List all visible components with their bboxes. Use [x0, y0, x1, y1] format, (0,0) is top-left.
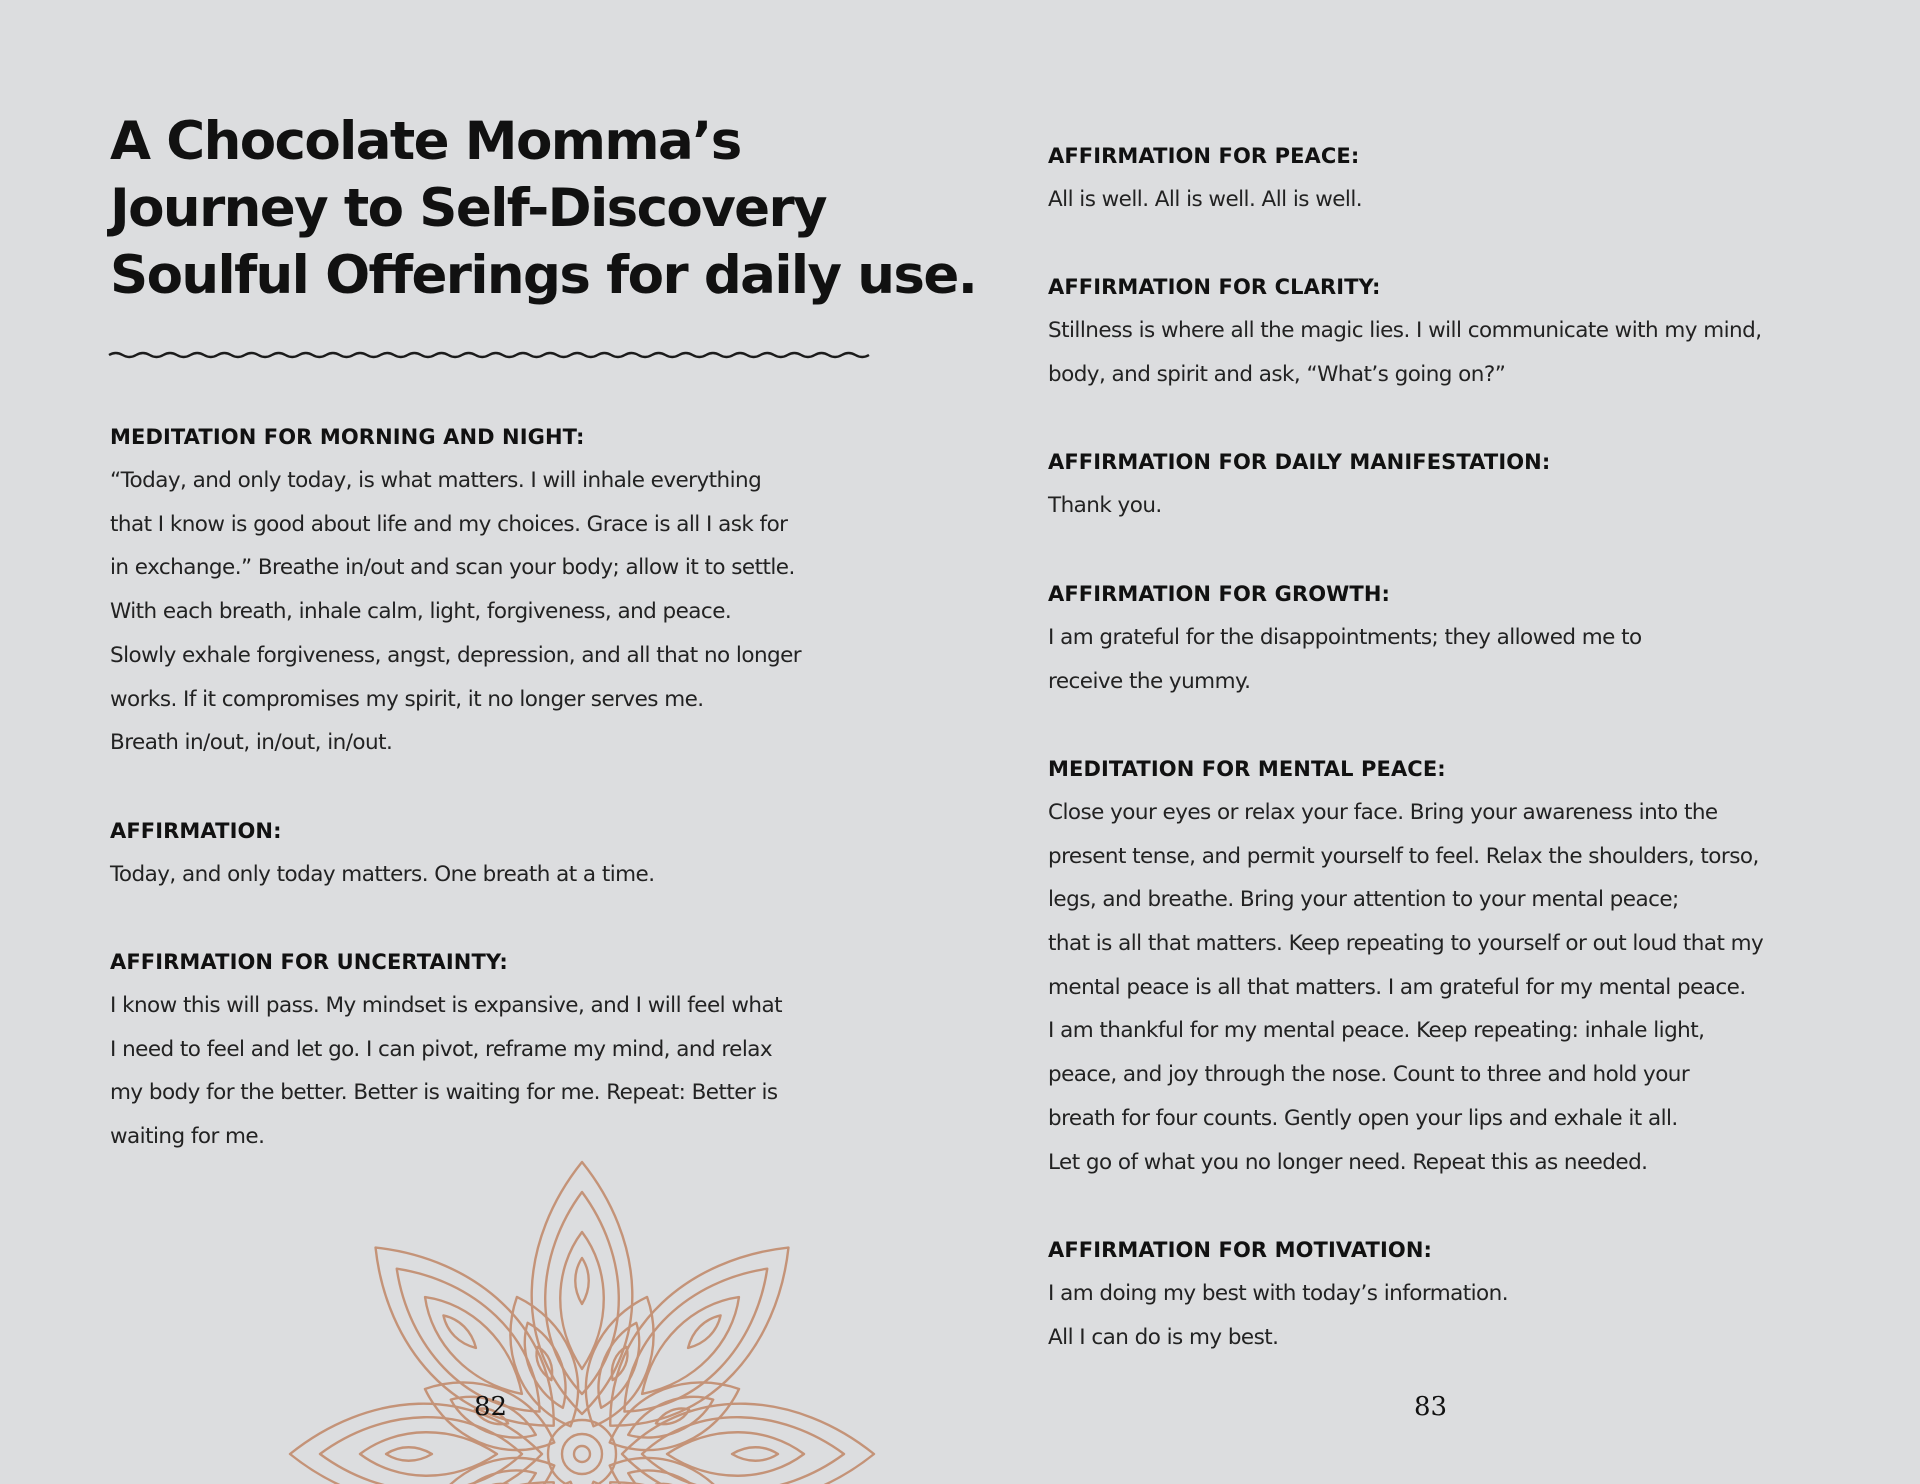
right-page	[1048, 134, 1828, 1359]
section-heading: AFFIRMATION FOR UNCERTAINTY:	[110, 950, 508, 974]
body-text-line: that is all that matters. Keep repeating to yourself or out loud that my	[1048, 931, 1764, 957]
body-text-line: legs, and breathe. Bring your attention to your mental peace;	[1048, 887, 1679, 913]
text-section	[1048, 572, 1828, 703]
text-section	[1048, 747, 1828, 1184]
body-text-line: Today, and only today matters. One breath at a time.	[110, 861, 655, 887]
body-text-line: works. If it compromises my spirit, it no longer serves me.	[110, 686, 704, 712]
page-number-left: 82	[474, 1392, 508, 1422]
section-heading: MEDITATION FOR MENTAL PEACE:	[1048, 756, 1446, 781]
body-text-line: Close your eyes or relax your face. Bring your awareness into the	[1048, 799, 1718, 825]
section-heading: AFFIRMATION:	[110, 818, 282, 843]
body-text-line: Thank you.	[1048, 493, 1162, 519]
body-text-line: I need to feel and let go. I can pivot, reframe my mind, and relax	[110, 1036, 773, 1062]
wavy-line-divider-icon	[108, 345, 870, 365]
text-section	[110, 415, 910, 765]
body-text-line: With each breath, inhale calm, light, forgiveness, and peace.	[110, 599, 732, 625]
left-page	[110, 108, 977, 1159]
section-heading: AFFIRMATION FOR GROWTH:	[1048, 581, 1391, 606]
section-heading: AFFIRMATION FOR MOTIVATION:	[1048, 1237, 1433, 1262]
page-number-right: 83	[1414, 1392, 1448, 1422]
body-text-line: Let go of what you no longer need. Repeat this as needed.	[1048, 1149, 1648, 1175]
body-text-line: body, and spirit and ask, “What’s going on?”	[1048, 362, 1506, 388]
body-text-line: Slowly exhale forgiveness, angst, depression, and all that no longer	[110, 642, 802, 668]
body-text-line: I am doing my best with today’s information.	[1048, 1280, 1509, 1306]
section-gap	[1048, 528, 1828, 572]
body-text-line: in exchange.” Breathe in/out and scan your body; allow it to settle.	[110, 555, 795, 581]
body-text-line: present tense, and permit yourself to feel. Relax the shoulders, torso,	[1048, 843, 1759, 869]
body-text-line: waiting for me.	[110, 1124, 265, 1150]
section-gap	[1048, 703, 1828, 747]
body-text-line: receive the yummy.	[1048, 668, 1251, 694]
body-text-line: Stillness is where all the magic lies. I will communicate with my mind,	[1048, 318, 1762, 344]
text-section	[1048, 265, 1828, 396]
title-line: Soulful Offerings for daily use.	[110, 245, 977, 306]
left-sections	[110, 415, 910, 1159]
section-gap	[1048, 1184, 1828, 1228]
body-text-line: Breath in/out, in/out, in/out.	[110, 730, 393, 756]
mandala-ornament-icon	[282, 1154, 882, 1484]
body-text-line: I know this will pass. My mindset is expansive, and I will feel what	[110, 993, 782, 1018]
section-heading: MEDITATION FOR MORNING AND NIGHT:	[110, 425, 585, 449]
body-text-line: “Today, and only today, is what matters. I will inhale everything	[110, 468, 762, 493]
section-heading: AFFIRMATION FOR PEACE:	[1048, 144, 1360, 168]
text-section	[110, 809, 910, 897]
section-gap	[110, 765, 910, 809]
section-heading: AFFIRMATION FOR DAILY MANIFESTATION:	[1048, 450, 1551, 475]
section-gap	[1048, 222, 1828, 266]
body-text-line: All is well. All is well. All is well.	[1048, 187, 1363, 212]
body-text-line: mental peace is all that matters. I am grateful for my mental peace.	[1048, 974, 1746, 1000]
body-text-line: breath for four counts. Gently open your lips and exhale it all.	[1048, 1105, 1678, 1131]
text-section	[1048, 440, 1828, 528]
section-heading: AFFIRMATION FOR CLARITY:	[1048, 275, 1381, 300]
title-line: A Chocolate Momma’s	[110, 111, 741, 172]
text-section	[110, 940, 910, 1159]
section-gap	[1048, 397, 1828, 441]
body-text-line: I am grateful for the disappointments; they allowed me to	[1048, 624, 1642, 650]
text-section	[1048, 134, 1828, 222]
body-text-line: my body for the better. Better is waiting for me. Repeat: Better is	[110, 1080, 778, 1106]
body-text-line: All I can do is my best.	[1048, 1324, 1279, 1350]
body-text-line: I am thankful for my mental peace. Keep repeating: inhale light,	[1048, 1018, 1705, 1044]
title-line: Journey to Self-Discovery	[110, 178, 827, 239]
text-section	[1048, 1228, 1828, 1359]
page-title	[110, 108, 977, 309]
body-text-line: peace, and joy through the nose. Count to three and hold your	[1048, 1062, 1690, 1088]
body-text-line: that I know is good about life and my choices. Grace is all I ask for	[110, 511, 788, 537]
section-gap	[110, 896, 910, 940]
